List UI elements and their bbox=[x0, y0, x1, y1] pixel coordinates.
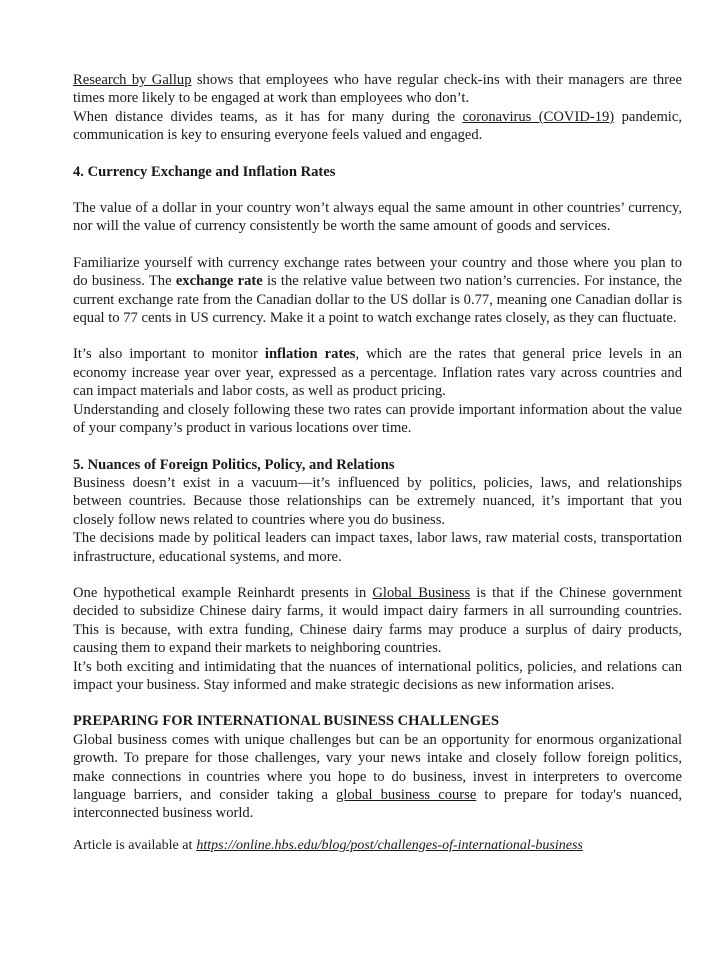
section4-p3-text-a: It’s also important to monitor bbox=[73, 346, 265, 363]
preparing-paragraph bbox=[73, 731, 682, 823]
article-source bbox=[73, 837, 682, 855]
section4-heading: 4. Currency Exchange and Inflation Rates bbox=[73, 163, 336, 180]
section5-p3-text-b: is that if the Chinese government decided to subsidize Chinese dairy farms, it would impact dairy farmers in all surrounding countries. This is because, with extra funding, Chinese dairy farms may produce a surplus of dairy products, causing them to expand their markets to neighboring countries. bbox=[73, 584, 682, 657]
section5-p3-text-a: One hypothetical example Reinhardt presents in bbox=[73, 584, 373, 601]
section4-paragraph-1: The value of a dollar in your country won’t always equal the same amount in other countries’ currency, nor will the value of currency consistently be worth the same amount of goods and services. bbox=[73, 200, 682, 235]
document-page bbox=[73, 71, 682, 855]
exchange-rate-term: exchange rate bbox=[175, 273, 263, 290]
section5-paragraph-1: Business doesn’t exist in a vacuum—it’s influenced by politics, policies, laws, and relationships between countries. Because those relationships can be extremely nuanced, it’s important that you closely follow news related to countries where you do business. bbox=[73, 474, 682, 528]
intro-text-1: shows that employees who have regular check-ins with their managers are three times more likely to be engaged at work than employees who don’t. bbox=[73, 72, 682, 107]
article-url-link[interactable]: https://online.hbs.edu/blog/post/challenges-of-international-business bbox=[196, 837, 583, 853]
intro-text-2b: pandemic, communication is key to ensuring everyone feels valued and engaged. bbox=[73, 108, 682, 144]
preparing-heading: PREPARING FOR INTERNATIONAL BUSINESS CHALLENGES bbox=[73, 713, 500, 730]
section5-paragraph-4: It’s both exciting and intimidating that the nuances of international politics, policies, and relations can impact your business. Stay informed and make strategic decisions as new information arises. bbox=[73, 658, 682, 693]
section5-heading: 5. Nuances of Foreign Politics, Policy, and Relations bbox=[73, 456, 395, 473]
section4-p2-text-a: Familiarize yourself with currency exchange rates between your country and those where you plan to do business. The bbox=[73, 254, 682, 290]
intro-paragraph-1 bbox=[73, 71, 682, 108]
gallup-research-link[interactable]: Research by Gallup bbox=[73, 72, 192, 88]
global-business-link[interactable]: Global Business bbox=[372, 584, 471, 601]
intro-text-2a: When distance divides teams, as it has for many during the bbox=[73, 108, 463, 125]
section4-p2-text-b: is the relative value between two nation’s currencies. For instance, the current exchange rate from the Canadian dollar to the US dollar is 0.77, meaning one Canadian dollar is equal to 77 cents in US currency. Make it a point to watch exchange rates closely, as they can fluctuate. bbox=[73, 273, 682, 327]
inflation-rates-term: inflation rates bbox=[264, 346, 356, 363]
preparing-text-a: Global business comes with unique challenges but can be an opportunity for enormous organizational growth. To prepare for those challenges, vary your news intake and closely follow foreign politics, make connections in countries where you hope to do business, invest in interpreters to overcome language barriers, and consider taking a bbox=[73, 731, 682, 803]
section5-paragraph-2: The decisions made by political leaders can impact taxes, labor laws, raw material costs, transportation infrastructure, educational systems, and more. bbox=[73, 530, 682, 565]
covid-link[interactable]: coronavirus (COVID-19) bbox=[462, 108, 615, 125]
section4-paragraph-3 bbox=[73, 345, 682, 400]
global-business-course-link[interactable]: global business course bbox=[336, 787, 477, 803]
intro-paragraph-2 bbox=[73, 108, 682, 145]
section4-paragraph-4: Understanding and closely following these two rates can provide important information about the value of your company’s product in various locations over time. bbox=[73, 401, 682, 437]
preparing-text-b: to prepare for today's nuanced, interconnected business world. bbox=[73, 787, 682, 822]
section4-paragraph-2 bbox=[73, 254, 682, 328]
section4-p3-text-b: , which are the rates that general price levels in an economy increase year over year, expressed as a percentage. Inflation rates vary across countries and can impact materials and labor costs, as well as product pricing. bbox=[73, 346, 682, 400]
article-source-label: Article is available at bbox=[73, 837, 193, 853]
section5-paragraph-3 bbox=[73, 584, 682, 658]
